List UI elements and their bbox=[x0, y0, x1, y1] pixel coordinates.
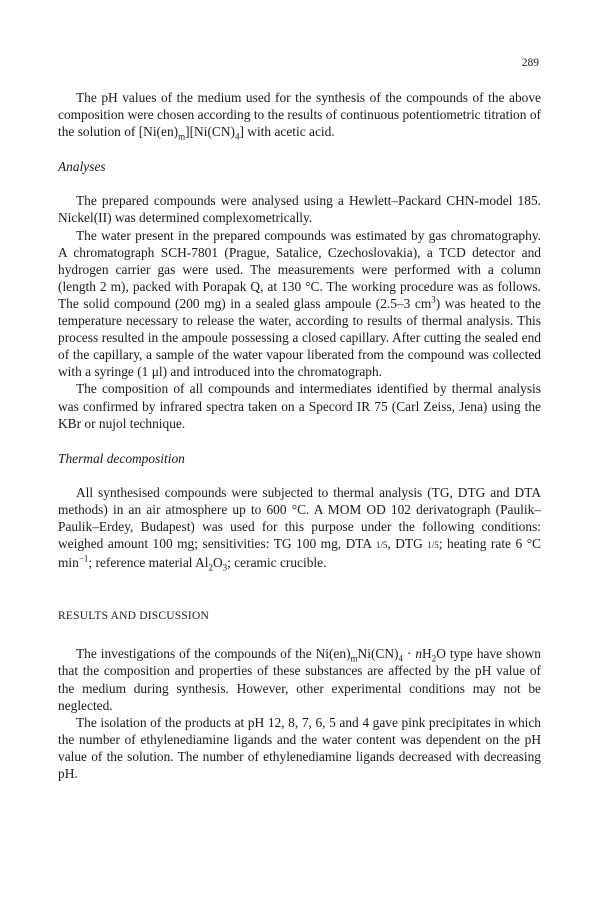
article-body bbox=[58, 89, 541, 782]
section-heading-analyses: Analyses bbox=[58, 159, 106, 175]
analyses-paragraph-1: The prepared compounds were analysed using a Hewlett–Packard CHN-model 185. Nickel(II) was determined complexometrically. bbox=[58, 193, 541, 226]
section-heading-results: RESULTS AND DISCUSSION bbox=[58, 610, 209, 623]
page-number: 289 bbox=[521, 57, 539, 69]
results-paragraph-2: The isolation of the products at pH 12, 8, 7, 6, 5 and 4 gave pink precipitates in which the number of ethylenediamine ligands and the water content was dependent on the pH value of the solution. The number of ethylenediamine ligands decreased with decreasing pH. bbox=[58, 714, 541, 781]
intro-paragraph: The pH values of the medium used for the synthesis of the compounds of the above composition were chosen according to the results of continuous potentiometric titration of the solution of $[Ni(en)_m][Ni(CN)_4]$ with acetic acid. bbox=[58, 90, 541, 142]
thermal-paragraph: All synthesised compounds were subjected to thermal analysis (TG, DTG and DTA methods) in an air atmosphere up to 600 °C. A MOM OD 102 derivatograph (Paulik–Paulik–Erdey, Budapest) was used for this purpose under the following conditions: weighed amount 100 mg; sensitivities: TG 100 mg, DTA 1/5, DTG 1/5; heating rate 6 °C $\min^{-1}$; reference material $Al_2O_3$; ceramic crucible. bbox=[58, 484, 541, 573]
analyses-paragraph-2: The water present in the prepared compounds was estimated by gas chromatography. A chromatograph SCH-7801 (Prague, Satalice, Czechoslovakia), a TCD detector and hydrogen carrier gas were used. The measurements were performed with a column (length 2 m), packed with Porapak Q, at 130 °C. The working procedure was as follows. The solid compound (200 mg) in a sealed glass ampoule (2.5–3 $cm^3$) was heated to the temperature necessary to release the water, according to results of thermal analysis. This process resulted in the ampoule possessing a closed capillary. After cutting the sealed end of the capillary, a sample of the water vapour liberated from the compound was collected with a syringe (1 μl) and introduced into the chromatograph. bbox=[58, 227, 541, 380]
section-heading-thermal: Thermal decomposition bbox=[58, 450, 185, 466]
results-paragraph-1: The investigations of the compounds of the $Ni(en)_mNi(CN)_4 \cdot nH_2O$ type have shown that the composition and properties of these substances are affected by the pH value of the medium during synthesis. However, other experimental conditions may not be neglected. bbox=[58, 646, 542, 713]
analyses-paragraph-3: The composition of all compounds and intermediates identified by thermal analysis was confirmed by infrared spectra taken on a Specord IR 75 (Carl Zeiss, Jena) using the KBr or nujol technique. bbox=[58, 381, 541, 431]
